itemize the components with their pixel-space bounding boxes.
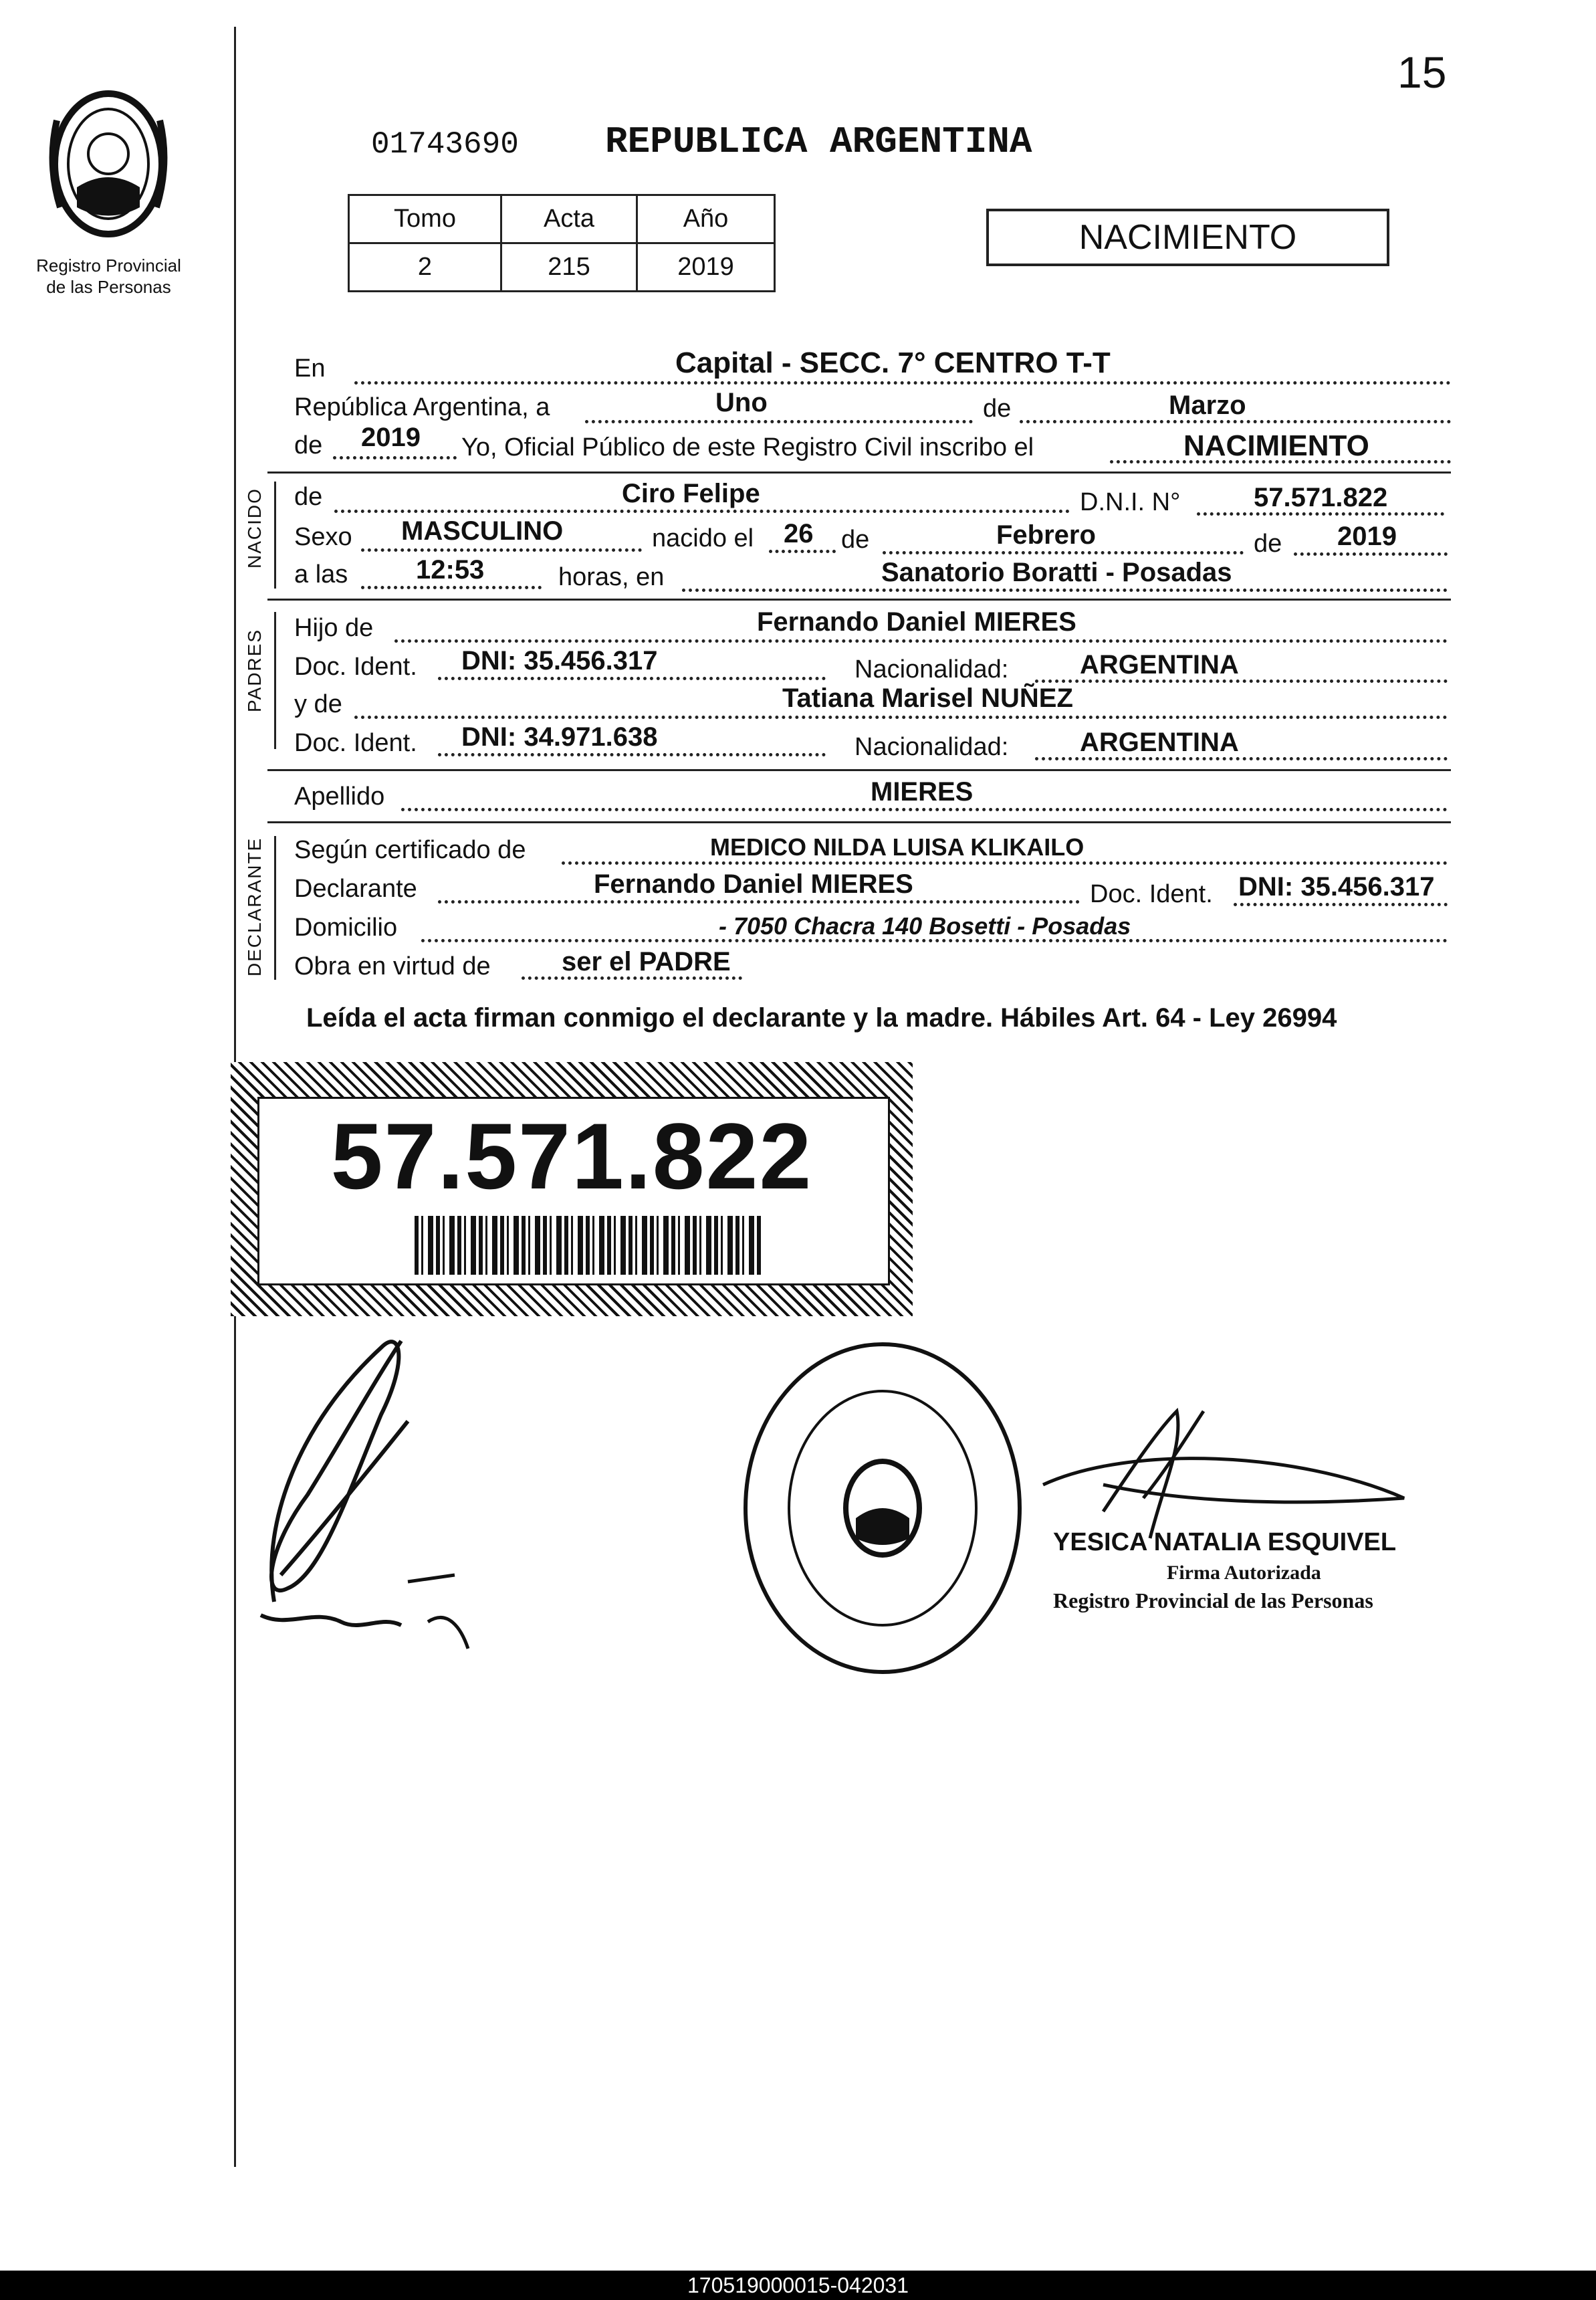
dotted-line bbox=[354, 381, 1451, 385]
value-acta: 215 bbox=[501, 243, 637, 292]
dni-sticker-number: 57.571.822 bbox=[330, 1104, 813, 1209]
dotted-line bbox=[354, 716, 1448, 719]
province-seal-logo bbox=[37, 80, 181, 247]
hijo-label: Hijo de bbox=[294, 614, 374, 642]
domicilio-value: - 7050 Chacra 140 Bosetti - Posadas bbox=[719, 912, 1131, 940]
apellido-value: MIERES bbox=[871, 777, 974, 807]
dotted-line bbox=[562, 861, 1448, 865]
dotted-line bbox=[334, 510, 1070, 513]
bracket-padres bbox=[274, 612, 276, 749]
obra-value: ser el PADRE bbox=[562, 947, 731, 976]
sexo-value: MASCULINO bbox=[401, 516, 564, 546]
logo-caption-line2: de las Personas bbox=[46, 277, 171, 297]
dotted-line bbox=[1294, 552, 1448, 556]
separator bbox=[267, 769, 1451, 771]
mother-nat: ARGENTINA bbox=[1080, 728, 1239, 757]
father-doc: DNI: 35.456.317 bbox=[461, 646, 658, 675]
nac-label: Nacionalidad: bbox=[854, 655, 1009, 684]
certificado-label: Según certificado de bbox=[294, 836, 526, 864]
de4-label: de bbox=[1254, 530, 1282, 558]
declarante-doc: DNI: 35.456.317 bbox=[1238, 872, 1435, 902]
header-anio: Año bbox=[637, 195, 775, 243]
birth-month: Febrero bbox=[996, 520, 1096, 550]
en-value: Capital - SECC. 7° CENTRO T-T bbox=[675, 346, 1111, 379]
dni-label: D.N.I. N° bbox=[1080, 488, 1181, 516]
doc-label: Doc. Ident. bbox=[294, 653, 417, 681]
dotted-line bbox=[883, 551, 1244, 554]
signatory-office: Registro Provincial de las Personas bbox=[1053, 1588, 1373, 1612]
dotted-line bbox=[361, 586, 542, 589]
bracket-declarante bbox=[274, 836, 276, 980]
dotted-line bbox=[333, 456, 457, 459]
value-anio: 2019 bbox=[637, 243, 775, 292]
alas-label: a las bbox=[294, 560, 348, 589]
certificado-value: MEDICO NILDA LUISA KLIKAILO bbox=[710, 833, 1085, 861]
birth-time: 12:53 bbox=[416, 555, 485, 585]
declarante-signature bbox=[247, 1321, 501, 1655]
yde-label: y de bbox=[294, 690, 342, 718]
footer-code: 170519000015-042031 bbox=[687, 2273, 909, 2297]
de-label: de bbox=[983, 395, 1012, 423]
separator bbox=[267, 821, 1451, 823]
side-label-padres: PADRES bbox=[244, 628, 265, 712]
horas-label: horas, en bbox=[558, 563, 665, 591]
en-label: En bbox=[294, 354, 326, 383]
oficial-text: Yo, Oficial Público de este Registro Civil inscribo el bbox=[461, 433, 1034, 461]
dotted-line bbox=[438, 677, 826, 680]
dotted-line bbox=[1234, 903, 1448, 906]
day-value: Uno bbox=[715, 388, 768, 417]
declarante-value: Fernando Daniel MIERES bbox=[594, 869, 913, 899]
year-value: 2019 bbox=[361, 423, 421, 452]
dotted-line bbox=[438, 900, 1080, 904]
signatory-name: YESICA NATALIA ESQUIVEL bbox=[1053, 1528, 1397, 1556]
closing-text: Leída el acta firman conmigo el declarante y la madre. Hábiles Art. 64 - Ley 26994 bbox=[306, 1003, 1337, 1033]
nac2-label: Nacionalidad: bbox=[854, 733, 1009, 761]
domicilio-label: Domicilio bbox=[294, 914, 398, 942]
dotted-line bbox=[769, 550, 836, 553]
bracket-nacido bbox=[274, 482, 276, 589]
header-tomo: Tomo bbox=[349, 195, 501, 243]
dotted-line bbox=[438, 753, 826, 756]
nombre-value: Ciro Felipe bbox=[622, 479, 760, 508]
signatory-role: Firma Autorizada bbox=[1167, 1562, 1321, 1584]
dotted-line bbox=[361, 548, 642, 552]
separator bbox=[267, 599, 1451, 601]
record-table bbox=[348, 194, 776, 292]
birth-place: Sanatorio Boratti - Posadas bbox=[881, 558, 1232, 587]
dotted-line bbox=[394, 639, 1448, 643]
header-acta: Acta bbox=[501, 195, 637, 243]
month-value: Marzo bbox=[1169, 391, 1246, 420]
republica-label: República Argentina, a bbox=[294, 393, 550, 421]
value-tomo: 2 bbox=[349, 243, 501, 292]
apellido-label: Apellido bbox=[294, 782, 385, 811]
nombre-label: de bbox=[294, 483, 323, 511]
dotted-line bbox=[401, 808, 1448, 811]
mother-doc: DNI: 34.971.638 bbox=[461, 722, 658, 752]
father-nat: ARGENTINA bbox=[1080, 650, 1239, 679]
mother-name: Tatiana Marisel NUÑEZ bbox=[782, 684, 1073, 713]
separator bbox=[267, 472, 1451, 474]
page-number: 15 bbox=[1397, 47, 1447, 97]
serial-number: 01743690 bbox=[371, 127, 519, 162]
birth-year: 2019 bbox=[1337, 522, 1397, 551]
record-type-box: NACIMIENTO bbox=[986, 209, 1389, 266]
dotted-line bbox=[682, 589, 1448, 592]
birth-day: 26 bbox=[784, 519, 814, 548]
doc3-label: Doc. Ident. bbox=[1090, 880, 1213, 908]
de2-label: de bbox=[294, 431, 323, 459]
dni-value: 57.571.822 bbox=[1254, 483, 1388, 512]
obra-label: Obra en virtud de bbox=[294, 952, 491, 980]
dni-sticker bbox=[231, 1062, 913, 1316]
dni-barcode bbox=[415, 1216, 762, 1275]
inscribo-value: NACIMIENTO bbox=[1183, 429, 1369, 462]
de3-label: de bbox=[841, 526, 870, 554]
nacido-label: nacido el bbox=[652, 524, 754, 552]
official-stamp bbox=[739, 1338, 1026, 1679]
sexo-label: Sexo bbox=[294, 523, 352, 551]
side-label-nacido: NACIDO bbox=[244, 488, 265, 568]
side-label-declarante: DECLARANTE bbox=[244, 837, 265, 976]
father-name: Fernando Daniel MIERES bbox=[757, 607, 1076, 637]
logo-caption-line1: Registro Provincial bbox=[36, 255, 181, 276]
dotted-line bbox=[585, 420, 973, 423]
doc2-label: Doc. Ident. bbox=[294, 729, 417, 757]
footer-bar bbox=[0, 2271, 1596, 2300]
declarante-label: Declarante bbox=[294, 875, 417, 903]
country-title: REPUBLICA ARGENTINA bbox=[605, 120, 1032, 163]
